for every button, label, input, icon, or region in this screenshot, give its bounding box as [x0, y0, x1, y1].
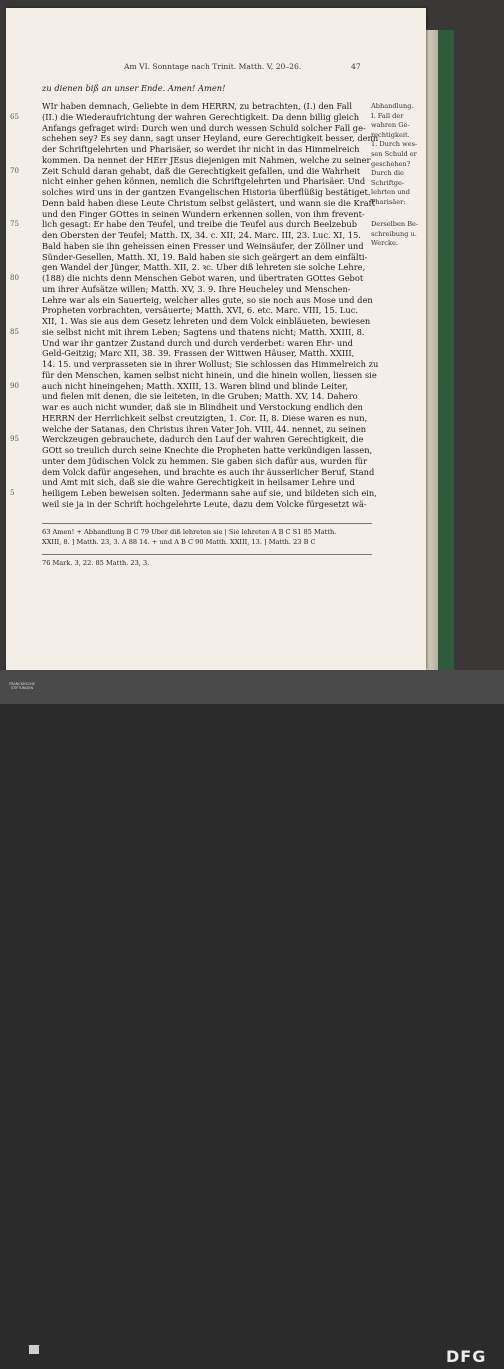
margin-note: Derselben Be- — [371, 220, 419, 228]
text-line: und den Finger GOttes in seinen Wundern erkennen sollen, von ihm frevent- — [42, 208, 365, 219]
text-line: und fielen mit denen, die sie leiteten, in die Gruben; Matth. XV, 14. Dahero — [42, 391, 358, 402]
running-head: Am VI. Sonntage nach Trinit. Matth. V, 20–26. — [124, 62, 302, 71]
margin-note: schreibung u. — [371, 229, 417, 238]
text-line: Lehre war als ein Sauerteig, welcher alles gute, so sie noch aus Mose und den — [42, 294, 373, 305]
line-number: 80 — [10, 274, 19, 282]
book-cover-edge — [438, 30, 454, 670]
text-line: solches wird uns in der gantzen Evangelischen Historia überflüßig bestätiget. — [42, 187, 371, 197]
viewer-footer — [0, 670, 504, 1366]
text-line: welche der Satanas, den Christus ihren Vater Joh. VIII, 44. nennet, zu seinen — [42, 423, 367, 434]
book-page — [6, 8, 426, 670]
apparatus-line: 63 Amen! + Abhandlung B C 79 Uber diß lehreten sie | Sie lehreten A B C S1 85 Matth. — [42, 528, 337, 536]
line-number: 95 — [10, 435, 19, 444]
margin-note: Durch die — [371, 169, 404, 178]
commentary-line: 76 Mark. 3, 22. 85 Matth. 23, 3. — [42, 559, 150, 567]
text-line: den Obersten der Teufel; Matth. IX, 34. c. XII, 24. Marc. III, 23. Luc. XI, 15. — [42, 230, 361, 240]
margin-note: geschehen? — [371, 159, 411, 168]
text-line: Geld-Geitzig; Marc XII, 38. 39. Frassen der Wittwen Häuser, Matth. XXIII, — [42, 348, 355, 359]
text-line: auch nicht hineingehen; Matth. XXIII, 13. Waren blind und blinde Leiter, — [42, 380, 348, 391]
text-line: GOtt so treulich durch seine Knechte die Propheten hatte verkündigen lassen, — [42, 445, 373, 455]
line-number: 70 — [10, 166, 19, 175]
library-name: FRANCKESCHE STIFTUNGEN — [9, 682, 35, 690]
text-line: schehen sey? Es sey dann, sagt unser Heyland, eure Gerechtigkeit besser, denn — [42, 133, 379, 144]
margin-note: Pharisäer: — [371, 198, 406, 206]
margin-note: lehrten und — [371, 188, 411, 197]
text-line: Werckzeugen gebrauchete, dadurch den Lauf der wahren Gerechtigkeit, die — [42, 434, 364, 445]
text-line: Anfangs gefraget wird: Durch wen und durch wessen Schuld solcher Fall ge- — [42, 122, 366, 133]
text-line: heiligem Leben beweisen solten. Jedermann sahe auf sie, und bildeten sich ein, — [42, 488, 377, 498]
margin-note: 1. Durch wes- — [371, 140, 418, 149]
margin-note: Abhandlung. — [371, 102, 414, 110]
margin-note: wahren Ge- — [371, 121, 410, 130]
text-line: 14. 15. und verprasseten sie in ihrer Wollust; Sie schlossen das Himmelreich zu — [42, 359, 379, 369]
commentary-rule — [42, 554, 372, 555]
margin-note: Schriftge- — [371, 178, 405, 187]
text-line: sie selbst nicht mit ihrem Leben; Sagtens und thatens nicht; Matth. XXIII, 8. — [42, 326, 365, 337]
text-line: und Amt mit sich, daß sie die wahre Gerechtigkeit in heilsamer Lehre und — [42, 477, 355, 488]
line-number: 5 — [10, 489, 15, 497]
apparatus-line: XXIII, 8. ] Matth. 23, 3. A 88 14. + und A B C 90 Matth. XXIII, 13. ] Matth. 23 B C — [42, 538, 316, 546]
text-line: Und war ihr gantzer Zustand durch und durch verderbet: waren Ehr- und — [42, 337, 353, 348]
text-line: Denn bald haben diese Leute Christum selbst gelästert, und wann sie die Kraft — [42, 197, 376, 208]
text-line: dem Volck dafür angesehen, und brachte es auch ihr äusserlicher Beruf, Stand — [42, 466, 375, 477]
text-line: kommen. Da nennet der HErr JEsus diejenigen mit Nahmen, welche zu seiner — [42, 154, 371, 165]
text-line: nicht einher gehen können, nemlich die Schriftgelehrten und Pharisäer. Und — [42, 176, 366, 187]
margin-note: Wercke. — [371, 239, 398, 248]
text-line: für den Menschen, kamen selbst nicht hinein, und die hinein wollen, liessen sie — [42, 369, 377, 380]
text-line: Bald haben sie ihn geheissen einen Fresser und Weinsäufer, der Zöllner und — [42, 240, 364, 251]
text-line: weil sie ja in der Schrift hochgelehrte Leute, dazu dem Volcke fürgesetzt wä- — [42, 498, 367, 509]
text-line: (II.) die Wiederaufrichtung der wahren Gerechtigkeit. Da denn billig gleich — [42, 111, 360, 122]
margin-note: I. Fall der — [371, 111, 404, 120]
text-line: unter dem Jüdischen Volck zu hemmen. Sie gaben sich dafür aus, wurden für — [42, 455, 368, 466]
text-line: HERRN der Herrlichkeit selbst creutzigten, 1. Cor. II, 8. Diese waren es nun, — [42, 412, 368, 423]
margin-note: sen Schuld er — [371, 150, 417, 158]
margin-note: rechtigkeit. — [371, 130, 410, 139]
text-line: gen Wandel der Jünger, Matth. XII, 2. ꝛc. Uber diß lehreten sie solche Lehre, — [42, 262, 366, 273]
text-line: XII, 1. Was sie aus dem Gesetz lehreten und dem Volck einbläueten, bewiesen — [42, 316, 371, 326]
book-edge — [426, 30, 438, 670]
text-line: Propheten vorbrachten, versäuerte; Matth. XVI, 6. etc. Marc. VIII, 15. Luc. — [42, 305, 359, 316]
text-line: Sünder-Gesellen, Matth. XI, 19. Bald haben sie sich geärgert an dem einfälti- — [42, 251, 368, 262]
text-line: (188) die nichts denn Menschen Gebot waren, und übertraten GOttes Gebot — [42, 273, 364, 283]
text-line: um ihrer Aufsätze willen; Matth. XV, 3. 9. Ihre Heucheley und Menschen- — [42, 283, 351, 294]
apparatus-rule — [42, 523, 372, 524]
text-line: der Schriftgelehrten und Pharisäer, so werdet ihr nicht in das Himmelreich — [42, 144, 360, 154]
dfg-logo[interactable]: DFG — [446, 1347, 487, 1366]
text-line: lich gesagt: Er habe den Teufel, und treibe die Teufel aus durch Beelzebub — [42, 219, 358, 230]
line-number: 75 — [10, 220, 19, 229]
library-logo-icon — [14, 1345, 54, 1369]
line-number: 65 — [10, 112, 19, 121]
line-number: 85 — [10, 327, 19, 336]
text-line: Zeit Schuld daran gehabt, daß die Gerechtigkeit gefallen, und die Wahrheit — [42, 165, 361, 176]
text-line: WIr haben demnach, Geliebte in dem HERRN, zu betrachten, (I.) den Fall — [42, 101, 352, 111]
line-number: 90 — [10, 381, 19, 390]
text-line: war es auch nicht wunder, daß sie in Blindheit und Verstockung endlich den — [42, 402, 363, 412]
text-line: zu dienen biß an unser Ende. Amen! Amen! — [42, 83, 226, 93]
page-number: 47 — [351, 62, 361, 71]
